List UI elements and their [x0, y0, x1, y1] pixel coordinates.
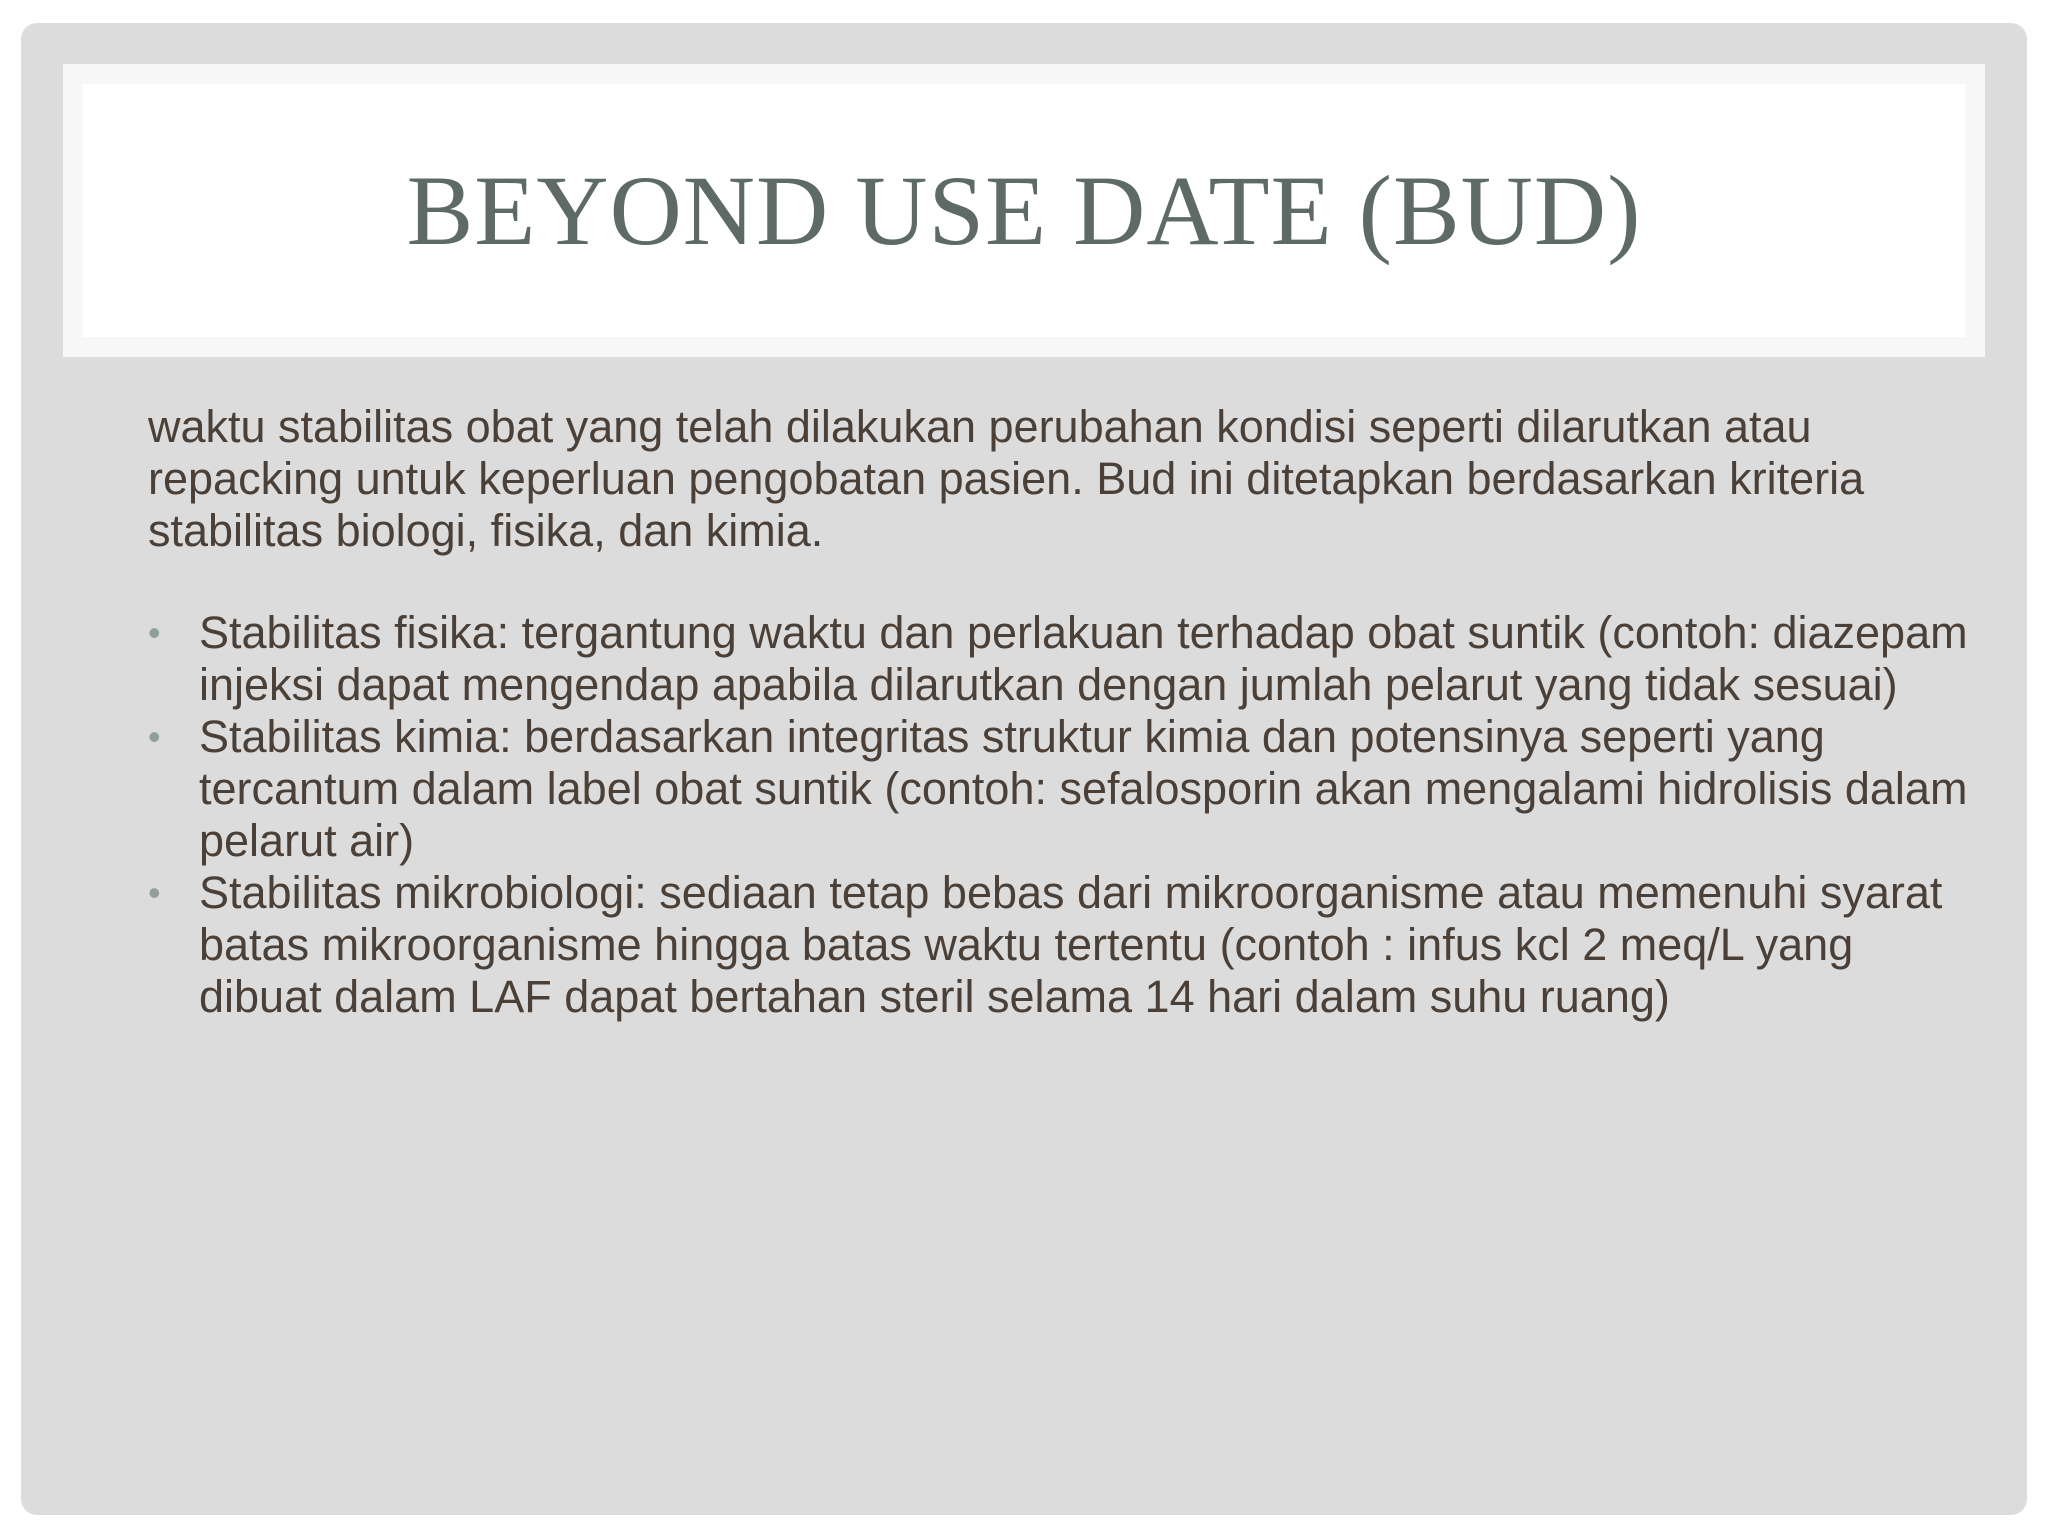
slide-content — [148, 401, 1968, 1023]
bullet-item — [148, 711, 1979, 867]
bullet-text: Stabilitas fisika: tergantung waktu dan perlakuan terhadap obat suntik (contoh: diazepam injeksi dapat mengendap apabila dilarutkan dengan jumlah pelarut yang tidak sesuai) — [199, 607, 1968, 710]
bullet-icon: • — [148, 716, 161, 757]
bullet-text: Stabilitas mikrobiologi: sediaan tetap bebas dari mikroorganisme atau memenuhi syarat batas mikroorganisme hingga batas waktu tertentu (contoh : infus kcl 2 meq/L yang dibuat dalam LAF dapat bertahan steril selama 14 hari dalam suhu ruang) — [199, 867, 1943, 1022]
title-box — [63, 64, 1985, 357]
title-panel — [83, 84, 1965, 337]
bullet-text: Stabilitas kimia: berdasarkan integritas struktur kimia dan potensinya seperti yang tercantum dalam label obat suntik (contoh: sefalosporin akan mengalami hidrolisis dalam pelarut air) — [199, 711, 1968, 866]
bullet-icon: • — [148, 872, 161, 913]
bullet-icon: • — [148, 612, 161, 653]
bullet-item — [148, 607, 1979, 711]
bullet-item — [148, 867, 1979, 1023]
slide-title: BEYOND USE DATE (BUD) — [406, 154, 1642, 266]
slide — [21, 23, 2027, 1515]
bullet-list — [148, 607, 1968, 1023]
intro-paragraph: waktu stabilitas obat yang telah dilakukan perubahan kondisi seperti dilarutkan atau repacking untuk keperluan pengobatan pasien. Bud ini ditetapkan berdasarkan kriteria stabilitas biologi, fisika, dan kimia. — [148, 401, 1865, 556]
